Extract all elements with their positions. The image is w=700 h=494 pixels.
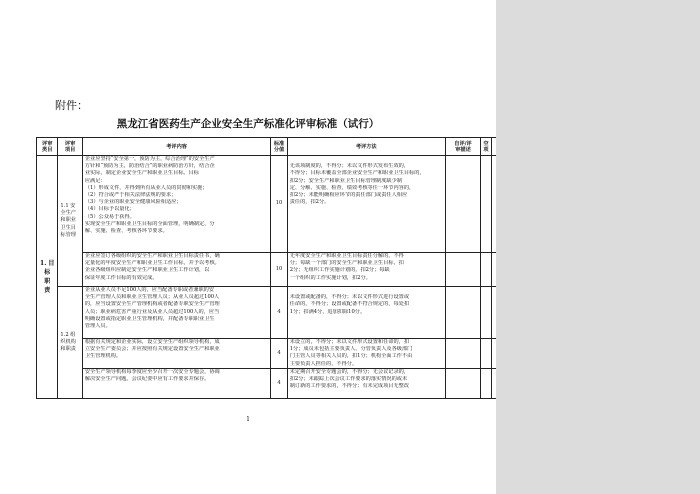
content-line: 企业各级组织应制定安全生产和职业卫生工作计划，以 (84, 267, 210, 274)
content-line: 明确设置或指定职业卫生管理机构，并配备专职职业卫生 (84, 315, 215, 322)
content-line: （3）与企业的职业安全健康风险相适应； (84, 199, 182, 206)
item-cell: 1.1 安 全生产 和职业 卫生目 标管理 (58, 156, 82, 287)
method-cell (287, 253, 445, 287)
score-cell: 4 (271, 287, 287, 339)
method-line (290, 156, 443, 163)
method-line: 扣2分；安全生产和职业卫生目标管理制度缺少制 (289, 177, 402, 184)
method-cell (287, 369, 445, 399)
method-cell (287, 156, 445, 253)
table-header-row (37, 138, 512, 156)
content-cell (82, 339, 271, 369)
header-blank: 空 项 (481, 138, 491, 156)
self-eval-cell[interactable] (445, 339, 481, 369)
method-line: 未定期召开安全专题会的，不得分；无会议记录的， (289, 369, 410, 375)
method-line: 扣2分；未跟踪上次会议工作要求的落实情况的或未 (289, 376, 408, 383)
method-line: 1分；扣满4分，追加扣除10分。 (289, 308, 366, 315)
content-line: 方针和“预防为主，防治结合”的职业病防治方针，结合企 (84, 163, 215, 170)
content-cell (82, 287, 271, 339)
content-line: 人员；职业病危害严重行业及从业人员超过100人的，应当 (84, 308, 220, 315)
score-cell: 4 (271, 339, 287, 369)
method-line: 门主管人员等相关人员的，扣1分；机构全面工作不由 (289, 353, 413, 360)
document-title: 黑龙江省医药生产企业安全生产标准化评审标准（试行） (116, 118, 380, 130)
blank-cell[interactable] (481, 287, 491, 339)
content-line: 解、实施、检查、考核各环节要求。 (84, 228, 168, 235)
method-line: 定、分解、实施、检查、绩效考核等任一环节内容的， (289, 184, 415, 191)
score-cell: 4 (271, 369, 287, 399)
method-line: 一个组织的工作实施计划，扣2分。 (289, 274, 371, 281)
method-line: 任命的，不得分；设置或配备不符合规定的，每处扣 (289, 301, 410, 308)
method-line: 无年度安全生产和职业卫生目标责任分解的，不得 (289, 253, 404, 259)
content-line: 企业应签订各级组织的安全生产和职业卫生目标责任书，确 (84, 253, 220, 259)
self-eval-cell[interactable] (445, 253, 481, 287)
annex-label: 附件： (55, 99, 88, 112)
score-cell: 10 (271, 156, 287, 253)
content-cell (82, 369, 271, 399)
method-line: 2分；无组织工作实施计划的，扣2分；每缺 (289, 267, 390, 274)
method-line: 扣2分；未能明确相应环节的责任部门或责任人相应 (289, 192, 408, 199)
method-line: 无该项制度的，不得分；未以文件形式发布生效的， (289, 163, 410, 170)
content-line: 卫生管理机构。 (84, 353, 122, 360)
content-line: 定量化的年度安全生产和职业卫生工作目标，并予以考核。 (84, 260, 220, 267)
method-cell (287, 339, 445, 369)
content-line: 企业应坚持“安全第一，预防为主，综合治理”的安全生产 (84, 156, 215, 162)
self-eval-cell[interactable] (445, 156, 481, 253)
content-line: （5）公众易于获得。 (84, 213, 135, 220)
header-item: 评审 项目 (58, 138, 82, 156)
evaluation-table (36, 137, 512, 399)
content-line: （1）形成文件，并得到所有从业人员的贯彻和实施； (84, 184, 208, 191)
content-line: （2）符合或严于相关法律法规的要求； (84, 192, 177, 199)
score-cell: 10 (271, 253, 287, 287)
content-line: 企业从业人员不足100人的，应当配备专职或者兼职的安 (84, 287, 215, 293)
table-row (37, 339, 512, 369)
method-line: 未设立的，不得分；未以文件形式设置和任命的，扣 (289, 339, 410, 345)
comment-sidebar (496, 0, 700, 494)
header-method: 考评方法 (287, 138, 445, 156)
method-line (290, 287, 443, 294)
header-category: 评审 类目 (37, 138, 58, 156)
blank-cell[interactable] (481, 339, 491, 369)
method-line: 主要负责人担任的，不得分。 (289, 360, 358, 367)
blank-cell[interactable] (481, 369, 491, 399)
method-line: 不得分；目标未覆盖全部企业安全生产和职业卫生目标的， (289, 170, 425, 177)
method-line: 分；每缺一个部门的安全生产和职业卫生目标，扣 (289, 260, 404, 267)
content-line: 的，应当设置安全生产管理机构或者配备专职安全生产管理 (84, 301, 220, 308)
content-line: 保证年度工作目标的有效完成。 (84, 274, 158, 281)
method-cell (287, 287, 445, 339)
content-line: 立安全生产委员会；并应按照有关规定设置安全生产和职业 (84, 346, 220, 353)
method-line: 制订新的工作要求的，不得分；有未完成项目无整改 (289, 383, 410, 390)
table-row (37, 156, 512, 253)
method-line: 1分；成员未包括主要负责人、分管负责人及各级部门 (289, 346, 413, 353)
content-line: 业实际，制定企业安全生产和职业卫生目标。目标 (84, 170, 199, 177)
blank-cell[interactable] (481, 156, 491, 253)
table-row (37, 369, 512, 399)
content-line: 安全生产领导机构每季度应至少召开一次安全专题会，协调 (84, 369, 220, 375)
content-line: 实现安全生产和职业卫生目标的全面管理，明确制定、分 (84, 220, 215, 227)
page-number: 1 (246, 416, 250, 423)
item-cell: 1.2 组 织机构 和职责 (58, 287, 82, 399)
content-cell (82, 156, 271, 253)
self-eval-cell[interactable] (445, 369, 481, 399)
content-line: 管理人员。 (84, 323, 111, 330)
content-line: （4）目标予以量化； (84, 206, 135, 213)
category-cell: 1. 目 标 职 责 (37, 156, 58, 399)
table-row (37, 253, 512, 287)
table-row (37, 287, 512, 339)
method-line: 未设置或配备的，不得分；未以文件形式进行设置或 (289, 294, 410, 301)
content-line: 解决安全生产问题。会议纪要中应有工作要求并保存。 (84, 376, 210, 383)
self-eval-cell[interactable] (445, 287, 481, 339)
blank-cell[interactable] (481, 253, 491, 287)
content-line: 根据有关规定和企业实际，设立安全生产组织领导机构，成 (84, 339, 220, 345)
content-line: 全生产管理人员和职业卫生管理人员；从业人员超过100人 (84, 294, 220, 301)
method-line: 责任的，扣2分。 (289, 199, 330, 206)
content-cell (82, 253, 271, 287)
content-line: 应满足： (84, 177, 106, 184)
header-content: 考评内容 (82, 138, 271, 156)
header-score: 标准 分值 (271, 138, 287, 156)
header-self-eval: 自评/评 审描述 (445, 138, 481, 156)
